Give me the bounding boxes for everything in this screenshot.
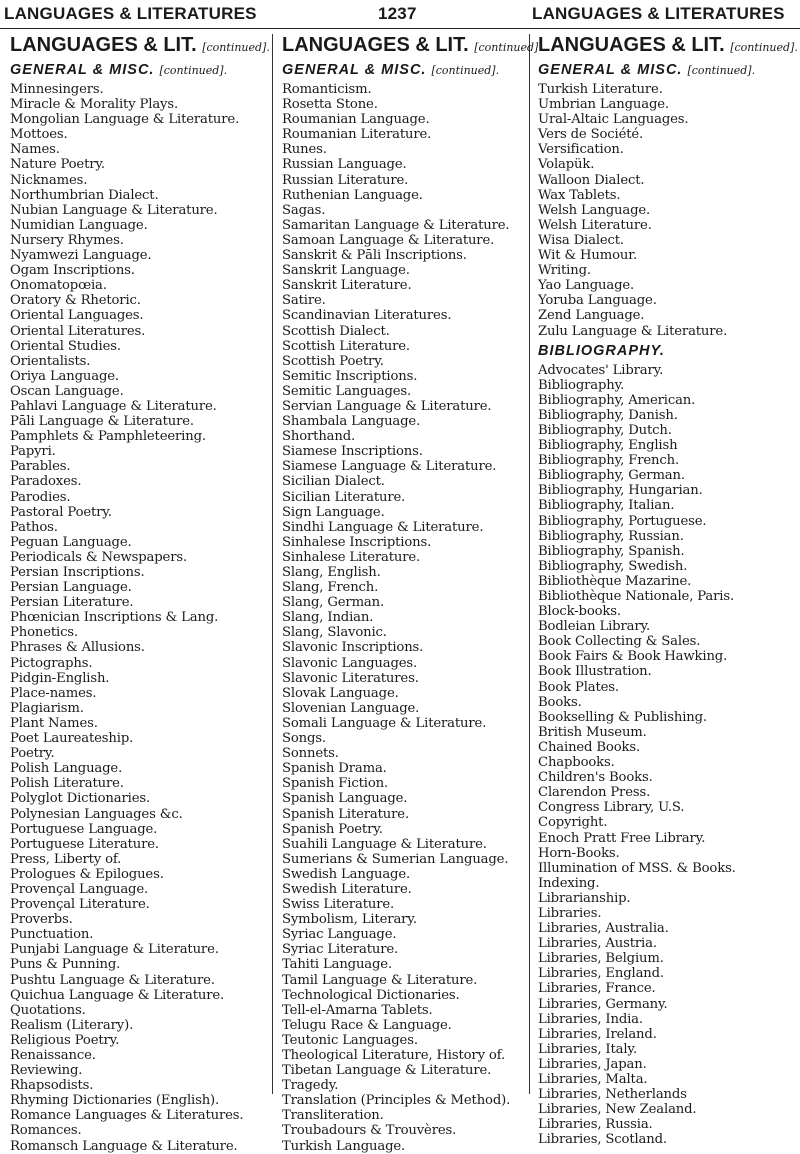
index-entry: Spanish Drama. xyxy=(282,761,387,777)
index-entry: Advocates' Library. xyxy=(538,362,664,378)
index-entry: Songs. xyxy=(282,731,326,747)
index-entry: Oscan Language. xyxy=(10,383,124,399)
index-entry: Provençal Language. xyxy=(10,881,149,897)
index-entry: Writing. xyxy=(538,263,591,279)
index-entry: Polyglot Dictionaries. xyxy=(10,791,151,807)
index-entry: Libraries, India. xyxy=(538,1011,643,1027)
index-entry: Versification. xyxy=(538,142,624,158)
index-entry: Persian Language. xyxy=(10,580,132,596)
running-head-right: LANGUAGES & LITERATURES xyxy=(532,4,785,23)
index-entry: Rhapsodists. xyxy=(10,1078,94,1094)
column-heading xyxy=(538,34,798,59)
section-heading-text: GENERAL & MISC. xyxy=(282,62,427,78)
index-entry: Russian Language. xyxy=(282,157,407,173)
index-entry: Suahili Language & Literature. xyxy=(282,836,487,852)
index-entry: Pāli Language & Literature. xyxy=(10,414,194,430)
index-entry: Slang, French. xyxy=(282,580,379,596)
running-head-left: LANGUAGES & LITERATURES xyxy=(4,4,257,23)
index-entry: Semitic Languages. xyxy=(282,383,412,399)
index-entry: Translation (Principles & Method). xyxy=(282,1093,511,1109)
index-entry: Place-names. xyxy=(10,685,97,701)
index-entry: Sicilian Literature. xyxy=(282,489,406,505)
index-entry: Librarianship. xyxy=(538,890,631,906)
index-entry: Press, Liberty of. xyxy=(10,851,122,867)
index-entry: Libraries, France. xyxy=(538,981,656,997)
index-entry: Samoan Language & Literature. xyxy=(282,232,495,248)
index-entry: Wisa Dialect. xyxy=(538,232,624,248)
column-heading xyxy=(282,34,542,59)
index-entry: Pastoral Poetry. xyxy=(10,504,112,520)
index-entry: Romances. xyxy=(10,1123,82,1139)
index-entry: Spanish Fiction. xyxy=(282,776,388,792)
index-entry: Mottoes. xyxy=(10,127,68,143)
index-entry: Bibliography, Hungarian. xyxy=(538,483,703,499)
index-entry: Libraries, Japan. xyxy=(538,1056,647,1072)
index-entry: Sindhi Language & Literature. xyxy=(282,519,484,535)
index-entry: Nyamwezi Language. xyxy=(10,248,152,264)
index-entry: Umbrian Language. xyxy=(538,97,669,113)
index-entry: Proverbs. xyxy=(10,912,73,928)
index-entry: Block-books. xyxy=(538,604,621,620)
index-entry: Book Collecting & Sales. xyxy=(538,634,701,650)
section-heading xyxy=(538,61,794,80)
index-entry: Somali Language & Literature. xyxy=(282,715,487,731)
index-entry: Quichua Language & Literature. xyxy=(10,987,225,1003)
index-entry: Punjabi Language & Literature. xyxy=(10,942,219,958)
index-entry: Bibliography, Dutch. xyxy=(538,422,672,438)
index-entry: Quotations. xyxy=(10,1002,86,1018)
index-entry: Plagiarism. xyxy=(10,700,84,716)
index-entry: Slang, Indian. xyxy=(282,610,374,626)
index-entry: Libraries, Malta. xyxy=(538,1072,648,1087)
index-entry: Bibliography, Portuguese. xyxy=(538,513,707,529)
index-entry: Slovak Language. xyxy=(282,685,399,701)
index-column-2 xyxy=(282,34,542,1154)
index-entry: Romansch Language & Literature. xyxy=(10,1138,238,1154)
index-entry: Tragedy. xyxy=(282,1078,339,1094)
index-entry: Libraries, Australia. xyxy=(538,921,669,937)
bibliography-entry-list xyxy=(538,363,794,1148)
index-entry: Welsh Language. xyxy=(538,202,651,218)
column-heading-text: LANGUAGES & LIT. xyxy=(282,34,469,56)
index-entry: Chapbooks. xyxy=(538,755,615,771)
index-entry: Wit & Humour. xyxy=(538,248,637,264)
index-entry: Swedish Literature. xyxy=(282,881,412,897)
index-entry: Slang, English. xyxy=(282,565,381,580)
index-entry: Volapük. xyxy=(538,157,595,173)
index-entry: Walloon Dialect. xyxy=(538,172,645,188)
index-entry: Satire. xyxy=(282,293,326,309)
index-entry: Shambala Language. xyxy=(282,414,421,430)
page-number: 1237 xyxy=(378,4,417,23)
column-heading-text: LANGUAGES & LIT. xyxy=(10,34,197,56)
index-entry: Sicilian Dialect. xyxy=(282,474,385,490)
index-entry: Nature Poetry. xyxy=(10,157,105,173)
index-entry: Scottish Dialect. xyxy=(282,323,390,339)
index-entry: Roumanian Language. xyxy=(282,112,430,128)
index-entry: Reviewing. xyxy=(10,1063,83,1079)
index-entry: Zend Language. xyxy=(538,308,645,324)
index-entry: Bibliography, Danish. xyxy=(538,407,678,423)
index-entry: Telugu Race & Language. xyxy=(282,1017,452,1033)
index-entry: Onomatopœia. xyxy=(10,278,107,294)
index-entry: Turkish Literature. xyxy=(538,82,663,97)
index-entry: Bibliothèque Mazarine. xyxy=(538,573,692,589)
index-entry: Clarendon Press. xyxy=(538,785,651,801)
index-entry: Bibliography, German. xyxy=(538,468,685,484)
index-entry: Theological Literature, History of. xyxy=(282,1048,506,1063)
index-entry: Siamese Inscriptions. xyxy=(282,444,423,460)
section-heading xyxy=(282,61,530,80)
index-entry: Russian Literature. xyxy=(282,172,409,188)
index-entry: Polish Language. xyxy=(10,761,123,777)
header-rule xyxy=(0,28,800,29)
index-entry: Sagas. xyxy=(282,202,326,218)
index-entry: Libraries, New Zealand. xyxy=(538,1102,697,1118)
index-entry: Oratory & Rhetoric. xyxy=(10,293,141,309)
index-entry: Papyri. xyxy=(10,444,56,460)
index-entry: Polynesian Languages &c. xyxy=(10,806,183,822)
index-entry: Rhyming Dictionaries (English). xyxy=(10,1093,220,1109)
index-entry: Numidian Language. xyxy=(10,217,148,233)
index-entry: Congress Library, U.S. xyxy=(538,800,685,816)
index-entry: Turkish Language. xyxy=(282,1138,406,1154)
index-entry: Polish Literature. xyxy=(10,776,124,792)
index-entry: Pamphlets & Pamphleteering. xyxy=(10,429,206,445)
index-entry: Paradoxes. xyxy=(10,474,82,490)
index-entry: Names. xyxy=(10,142,60,158)
index-entry: Scottish Poetry. xyxy=(282,353,384,369)
index-entry: Children's Books. xyxy=(538,770,653,786)
index-entry: Realism (Literary). xyxy=(10,1017,134,1033)
index-entry: Portuguese Language. xyxy=(10,821,158,837)
index-entry: Minnesingers. xyxy=(10,82,104,97)
index-entry: Sign Language. xyxy=(282,504,385,520)
index-entry: Sonnets. xyxy=(282,746,339,762)
index-entry: Vers de Société. xyxy=(538,127,644,143)
index-entry: Syriac Literature. xyxy=(282,942,399,958)
index-entry: Tamil Language & Literature. xyxy=(282,972,478,988)
index-entry: Pushtu Language & Literature. xyxy=(10,972,215,988)
index-entry: Religious Poetry. xyxy=(10,1032,120,1048)
index-entry: Spanish Language. xyxy=(282,791,408,807)
continued-note: [continued]. xyxy=(474,41,542,54)
index-entry: Spanish Poetry. xyxy=(282,821,383,837)
index-entry: British Museum. xyxy=(538,724,647,740)
index-entry: Bibliography. xyxy=(538,377,625,393)
index-entry: Libraries, England. xyxy=(538,966,664,982)
index-entry: Portuguese Literature. xyxy=(10,836,159,852)
index-entry: Puns & Punning. xyxy=(10,957,121,973)
index-entry: Slang, Slavonic. xyxy=(282,625,387,641)
index-entry: Siamese Language & Literature. xyxy=(282,459,497,475)
index-entry: Spanish Literature. xyxy=(282,806,409,822)
index-entry: Bibliography, Spanish. xyxy=(538,543,685,559)
index-entry: Poet Laureateship. xyxy=(10,731,134,747)
index-entry: Parodies. xyxy=(10,489,71,505)
index-entry: Mongolian Language & Literature. xyxy=(10,112,240,128)
index-entry: Libraries, Belgium. xyxy=(538,951,664,967)
index-entry: Romanticism. xyxy=(282,82,372,97)
index-entry: Bookselling & Publishing. xyxy=(538,709,707,725)
index-entry: Bibliography, French. xyxy=(538,453,680,469)
index-entry: Northumbrian Dialect. xyxy=(10,187,159,203)
index-entry: Bibliography, Russian. xyxy=(538,528,684,544)
index-entry: Libraries, Netherlands xyxy=(538,1087,687,1103)
index-entry: Horn-Books. xyxy=(538,845,620,861)
index-entry: Nicknames. xyxy=(10,172,88,188)
index-entry: Symbolism, Literary. xyxy=(282,912,417,928)
index-entry: Scottish Literature. xyxy=(282,338,410,354)
index-entry: Shorthand. xyxy=(282,429,356,445)
index-entry: Bibliothèque Nationale, Paris. xyxy=(538,589,734,604)
index-entry: Oriya Language. xyxy=(10,368,119,384)
index-entry: Ruthenian Language. xyxy=(282,187,423,203)
index-entry: Syriac Language. xyxy=(282,927,397,943)
index-entry: Bibliography, Italian. xyxy=(538,498,675,514)
index-entry: Book Fairs & Book Hawking. xyxy=(538,649,728,665)
index-entry: Ogam Inscriptions. xyxy=(10,263,135,279)
index-entry: Samaritan Language & Literature. xyxy=(282,217,510,233)
index-entry: Slovenian Language. xyxy=(282,700,420,716)
index-entry: Sanskrit & Pāli Inscriptions. xyxy=(282,248,467,264)
index-entry: Slavonic Languages. xyxy=(282,655,418,671)
entry-list xyxy=(538,82,794,339)
index-entry: Copyright. xyxy=(538,815,608,831)
index-entry: Pidgin-English. xyxy=(10,670,110,686)
index-entry: Pictographs. xyxy=(10,655,93,671)
continued-note: [continued]. xyxy=(202,41,270,54)
index-entry: Romance Languages & Literatures. xyxy=(10,1108,244,1124)
index-entry: Slang, German. xyxy=(282,595,385,611)
index-entry: Phonetics. xyxy=(10,625,78,641)
index-entry: Bibliography, American. xyxy=(538,392,696,408)
index-entry: Enoch Pratt Free Library. xyxy=(538,830,706,846)
index-entry: Troubadours & Trouvères. xyxy=(282,1123,457,1139)
index-column-3 xyxy=(538,34,798,1148)
index-entry: Renaissance. xyxy=(10,1048,96,1063)
index-entry: Book Plates. xyxy=(538,679,619,695)
index-entry: Roumanian Literature. xyxy=(282,127,432,143)
index-entry: Libraries, Scotland. xyxy=(538,1132,667,1148)
index-entry: Swedish Language. xyxy=(282,866,411,882)
continued-note: [continued]. xyxy=(159,64,228,77)
index-entry: Bodleian Library. xyxy=(538,619,651,635)
index-entry: Poetry. xyxy=(10,746,55,762)
index-entry: Libraries, Italy. xyxy=(538,1041,637,1057)
running-head xyxy=(0,4,800,28)
index-entry: Libraries, Germany. xyxy=(538,996,668,1012)
index-entry: Orientalists. xyxy=(10,353,91,369)
index-entry: Parables. xyxy=(10,459,71,475)
index-entry: Rosetta Stone. xyxy=(282,97,378,113)
entry-list xyxy=(10,82,262,1154)
index-entry: Nursery Rhymes. xyxy=(10,232,124,248)
index-entry: Welsh Literature. xyxy=(538,217,652,233)
index-entry: Illumination of MSS. & Books. xyxy=(538,860,736,876)
index-entry: Books. xyxy=(538,694,582,710)
index-entry: Pathos. xyxy=(10,519,58,535)
section-heading-text: GENERAL & MISC. xyxy=(10,62,155,78)
index-entry: Runes. xyxy=(282,142,327,158)
index-entry: Pahlavi Language & Literature. xyxy=(10,398,217,414)
index-entry: Plant Names. xyxy=(10,715,98,731)
index-entry: Tibetan Language & Literature. xyxy=(282,1063,492,1079)
index-entry: Sanskrit Literature. xyxy=(282,278,412,294)
column-heading xyxy=(10,34,270,59)
continued-note: [continued]. xyxy=(431,64,500,77)
index-entry: Provençal Literature. xyxy=(10,897,150,913)
index-entry: Wax Tablets. xyxy=(538,187,621,203)
index-entry: Persian Inscriptions. xyxy=(10,565,145,580)
column-divider xyxy=(272,34,273,1094)
index-entry: Chained Books. xyxy=(538,739,641,755)
index-entry: Sinhalese Literature. xyxy=(282,549,421,565)
index-entry: Servian Language & Literature. xyxy=(282,398,492,414)
index-entry: Oriental Literatures. xyxy=(10,323,146,339)
section-heading-text: GENERAL & MISC. xyxy=(538,62,683,78)
index-entry: Sumerians & Sumerian Language. xyxy=(282,851,509,867)
index-entry: Oriental Studies. xyxy=(10,338,121,354)
index-entry: Punctuation. xyxy=(10,927,94,943)
index-entry: Libraries, Russia. xyxy=(538,1117,653,1133)
continued-note: [continued]. xyxy=(687,64,756,77)
index-entry: Yoruba Language. xyxy=(538,293,657,309)
index-entry: Bibliography, English xyxy=(538,438,678,454)
index-entry: Tahiti Language. xyxy=(282,957,393,973)
index-entry: Prologues & Epilogues. xyxy=(10,866,164,882)
index-entry: Transliteration. xyxy=(282,1108,384,1124)
index-entry: Yao Language. xyxy=(538,278,635,294)
index-entry: Libraries. xyxy=(538,905,602,921)
index-entry: Peguan Language. xyxy=(10,534,132,550)
index-entry: Persian Literature. xyxy=(10,595,134,611)
index-entry: Zulu Language & Literature. xyxy=(538,323,728,339)
index-entry: Nubian Language & Literature. xyxy=(10,202,218,218)
index-entry: Phrases & Allusions. xyxy=(10,640,145,656)
index-entry: Sinhalese Inscriptions. xyxy=(282,534,432,550)
index-entry: Oriental Languages. xyxy=(10,308,144,324)
bibliography-heading: BIBLIOGRAPHY. xyxy=(538,342,665,359)
index-entry: Semitic Inscriptions. xyxy=(282,368,418,384)
index-entry: Teutonic Languages. xyxy=(282,1032,418,1048)
index-entry: Scandinavian Literatures. xyxy=(282,308,452,324)
entry-list xyxy=(282,82,530,1154)
index-entry: Indexing. xyxy=(538,875,600,891)
column-heading-text: LANGUAGES & LIT. xyxy=(538,34,725,56)
index-entry: Sanskrit Language. xyxy=(282,263,410,279)
index-entry: Slavonic Literatures. xyxy=(282,670,419,686)
section-heading xyxy=(10,61,262,80)
index-entry: Miracle & Morality Plays. xyxy=(10,97,179,113)
index-entry: Libraries, Ireland. xyxy=(538,1026,657,1042)
index-entry: Bibliography, Swedish. xyxy=(538,558,688,574)
index-column-1 xyxy=(10,34,270,1154)
index-entry: Technological Dictionaries. xyxy=(282,987,460,1003)
index-entry: Swiss Literature. xyxy=(282,897,395,913)
index-entry: Slavonic Inscriptions. xyxy=(282,640,424,656)
index-entry: Periodicals & Newspapers. xyxy=(10,549,188,565)
index-entry: Tell-el-Amarna Tablets. xyxy=(282,1002,433,1018)
index-entry: Ural-Altaic Languages. xyxy=(538,112,689,128)
index-entry: Phœnician Inscriptions & Lang. xyxy=(10,610,219,626)
continued-note: [continued]. xyxy=(730,41,798,54)
index-entry: Book Illustration. xyxy=(538,664,652,680)
index-entry: Libraries, Austria. xyxy=(538,936,657,952)
